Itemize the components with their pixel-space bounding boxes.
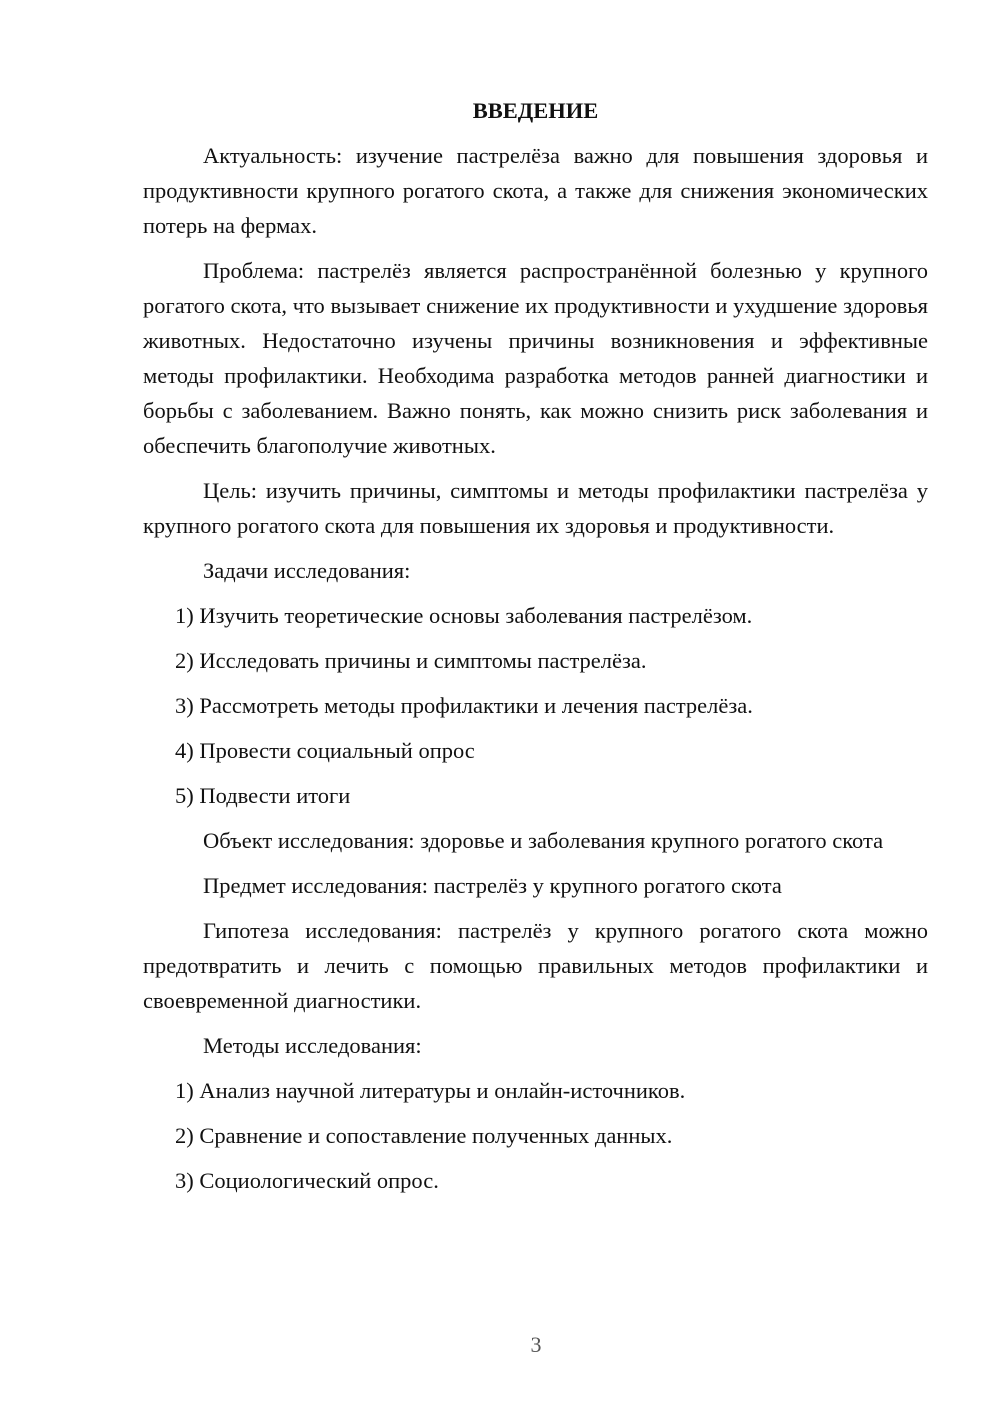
task-item-4: 4) Провести социальный опрос [175, 738, 475, 763]
goal-paragraph: Цель: изучить причины, симптомы и методы профилактики пастрелёза у крупного рогатого скота для повышения их здоровья и продуктивности. [143, 478, 928, 538]
tasks-heading: Задачи исследования: [203, 558, 411, 583]
hypothesis-paragraph: Гипотеза исследования: пастрелёз у крупного рогатого скота можно предотвратить и лечить с помощью правильных методов профилактики и своевременной диагностики. [143, 918, 928, 1013]
relevance-paragraph: Актуальность: изучение пастрелёза важно для повышения здоровья и продуктивности крупного рогатого скота, а также для снижения экономических потерь на фермах. [143, 143, 928, 238]
method-item-3: 3) Социологический опрос. [175, 1168, 439, 1193]
task-item-1: 1) Изучить теоретические основы заболевания пастрелёзом. [175, 603, 753, 628]
problem-paragraph: Проблема: пастрелёз является распространённой болезнью у крупного рогатого скота, что вызывает снижение их продуктивности и ухудшение здоровья животных. Недостаточно изучены причины возникновения и эффективные методы профилактики. Необходима разработка методов ранней диагностики и борьбы с заболеванием. Важно понять, как можно снизить риск заболевания и обеспечить благополучие животных. [143, 258, 928, 458]
page-title: ВВЕДЕНИЕ [472, 98, 599, 123]
method-item-1: 1) Анализ научной литературы и онлайн-источников. [175, 1078, 686, 1103]
page-number: 3 [530, 1332, 542, 1357]
document-body [143, 93, 928, 1208]
object-paragraph: Объект исследования: здоровье и заболевания крупного рогатого скота [203, 828, 884, 853]
methods-heading: Методы исследования: [203, 1033, 422, 1058]
method-item-2: 2) Сравнение и сопоставление полученных данных. [175, 1123, 673, 1148]
task-item-2: 2) Исследовать причины и симптомы пастрелёза. [175, 648, 647, 673]
task-item-5: 5) Подвести итоги [175, 783, 351, 808]
subject-paragraph: Предмет исследования: пастрелёз у крупного рогатого скота [203, 873, 782, 898]
task-item-3: 3) Рассмотреть методы профилактики и лечения пастрелёза. [175, 693, 753, 718]
